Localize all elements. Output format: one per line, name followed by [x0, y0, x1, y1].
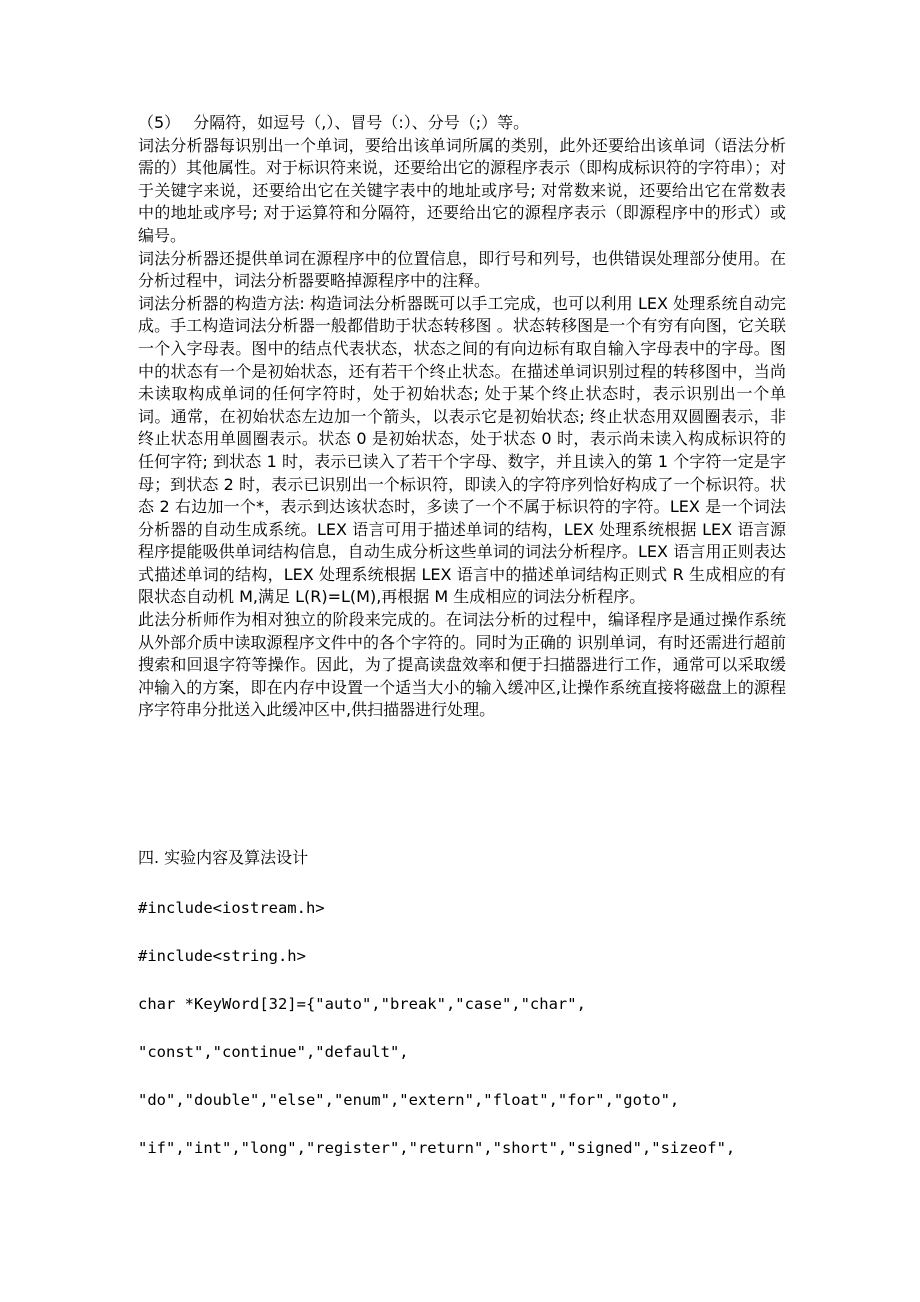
paragraph-separators: （5） 分隔符，如逗号（,）、冒号（:）、分号（;）等。	[138, 113, 530, 132]
paragraph-construction-method: 词法分析器的构造方法: 构造词法分析器既可以手工完成，也可以利用 LEX 处理系统自动完成。手工构造词法分析器一般都借助于状态转移图 。状态转移图是一个有穷有向图，它关联一个入字母表。图中的结点代表状态，状态之间的有向边标有取自输入字母表中的字母。图中的状态有一个是初始状态，还有若干个终止状态。在描述单词识别过程的转移图中，当尚未读取构成单词的任何字符时，处于初始状态; 处于某个终止状态时，表示识别出一个单词。通常，在初始状态左边加一个箭头，以表示它是初始状态; 终止状态用双圆圈表示，非终止状态用单圆圈表示。状态 0 是初始状态，处于状态 0 时，表示尚未读入构成标识符的任何字符; 到状态 1 时，表示已读入了若干个字母、数字，并且读入的第 1 个字符一定是字母；到状态 2 时，表示已识别出一个标识符，即读入的字符序列恰好构成了一个标识符。状态 2 右边加一个*，表示到达该状态时，多读了一个不属于标识符的字符。LEX 是一个词法分析器的自动生成系统。LEX 语言可用于描述单词的结构，LEX 处理系统根据 LEX 语言源程序提能吸供单词结构信息，自动生成分析这些单词的词法分析程序。LEX 语言用正则表达式描述单词的结构，LEX 处理系统根据 LEX 语言中的描述单词结构正则式 R 生成相应的有限状态自动机 M,满足 L(R)=L(M),再根据 M 生成相应的词法分析程序。	[138, 293, 786, 607]
code-line: "do","double","else","enum","extern","float","for","goto",	[138, 1091, 680, 1109]
code-line: #include<iostream.h>	[138, 899, 325, 917]
body-text	[138, 112, 786, 722]
code-line: char *KeyWord[32]={"auto","break","case","char",	[138, 995, 586, 1013]
paragraph-input-buffer: 此法分析师作为相对独立的阶段来完成的。在词法分析的过程中，编译程序是通过操作系统从外部介质中读取源程序文件中的各个字符的。同时为正确的 识别单词，有时还需进行超前搜索和回退字符等操作。因此，为了提高读盘效率和便于扫描器进行工作，通常可以采取缓冲输入的方案，即在内存中设置一个适当大小的输入缓冲区,让操作系统直接将磁盘上的源程序字符串分批送入此缓冲区中,供扫描器进行处理。	[138, 610, 786, 720]
paragraph-position-info: 词法分析器还提供单词在源程序中的位置信息，即行号和列号，也供错误处理部分使用。在分析过程中，词法分析器要略掉源程序中的注释。	[138, 248, 786, 291]
section-heading: 四. 实验内容及算法设计	[138, 848, 309, 867]
code-line: "if","int","long","register","return","short","signed","sizeof",	[138, 1139, 736, 1157]
code-line: "const","continue","default",	[138, 1043, 409, 1061]
code-line: #include<string.h>	[138, 947, 306, 965]
paragraph-token-attributes: 词法分析器每识别出一个单词，要给出该单词所属的类别，此外还要给出该单词（语法分析需的）其他属性。对于标识符来说，还要给出它的源程序表示（即构成标识符的字符串）；对于关键字来说，还要给出它在关键字表中的地址或序号; 对常数来说，还要给出它在常数表中的地址或序号; 对于运算符和分隔符，还要给出它的源程序表示（即源程序中的形式）或编号。	[138, 135, 787, 245]
